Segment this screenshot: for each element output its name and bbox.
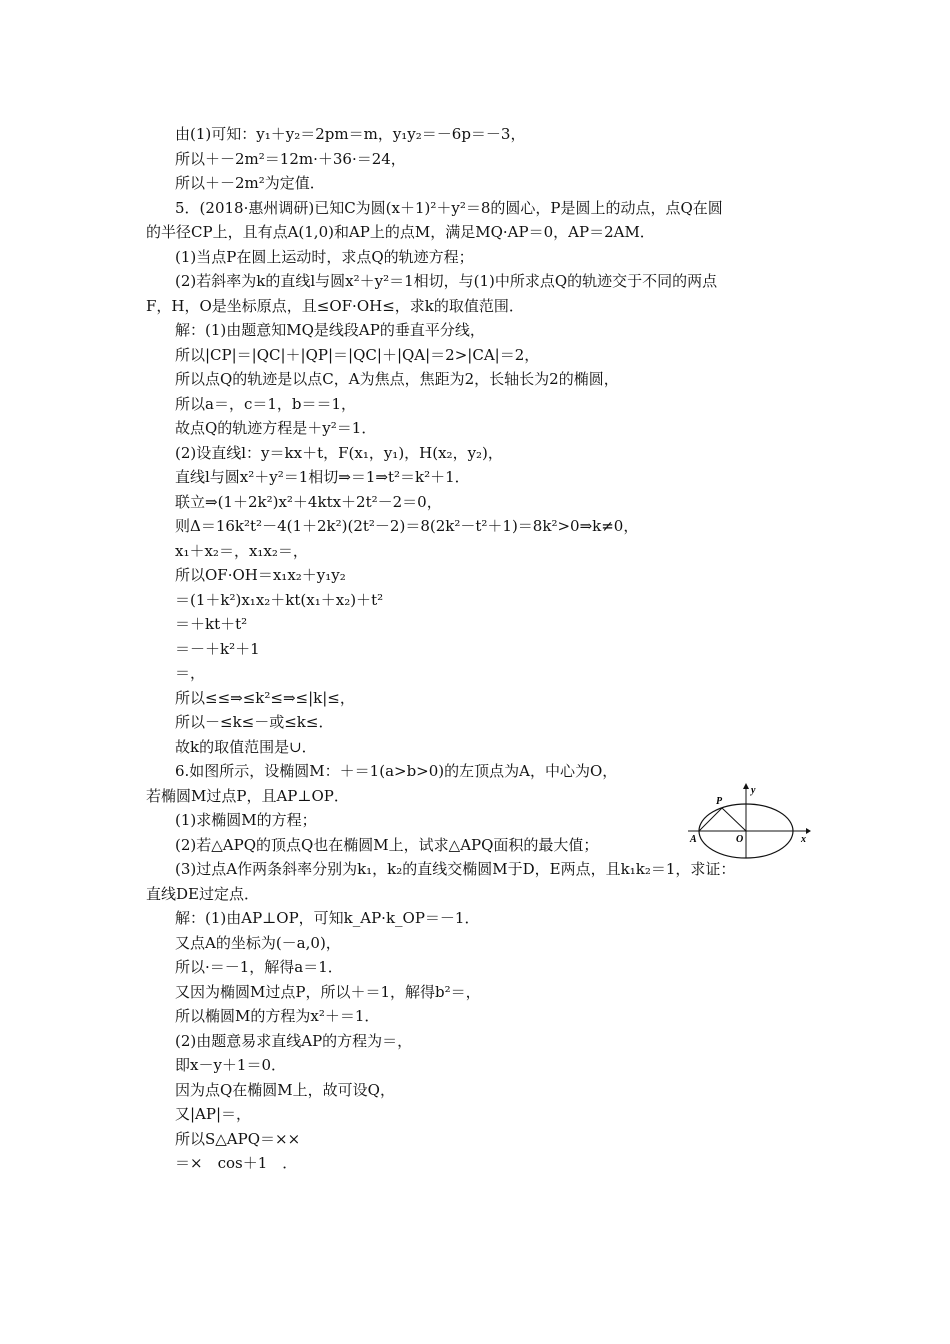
text-line: 又点A的坐标为(－a,0)， xyxy=(175,933,341,952)
text-line: (1)当点P在圆上运动时，求点Q的轨迹方程； xyxy=(175,247,474,266)
text-line: (1)求椭圆M的方程； xyxy=(175,811,317,829)
text-line: (2)若△APQ的顶点Q也在椭圆M上，试求△APQ面积的最大值； xyxy=(175,835,599,854)
text-line: 所以≤≤⇒≤k²≤⇒≤|k|≤， xyxy=(175,688,355,707)
text-line: 由(1)可知：y₁＋y₂＝2pm＝m，y₁y₂＝－6p＝－3， xyxy=(175,125,526,143)
text-line: 所以＋－2m²为定值． xyxy=(175,174,325,192)
text-line: 因为点Q在椭圆M上，故可设Q， xyxy=(175,1080,395,1099)
text-line: 所以椭圆M的方程为x²＋＝1． xyxy=(175,1007,380,1025)
label-O: O xyxy=(736,834,744,845)
text-line: 所以＋－2m²＝12m·＋36·＝24， xyxy=(175,149,406,168)
text-line: ＝× cos＋1 ． xyxy=(175,1154,298,1172)
text-line: x₁＋x₂＝，x₁x₂＝， xyxy=(175,541,308,560)
segment-AP xyxy=(699,808,722,831)
segment-PO xyxy=(722,808,746,831)
text-line: 5．(2018·惠州调研)已知C为圆(x＋1)²＋y²＝8的圆心，P是圆上的动点，点Q在圆 xyxy=(175,198,723,217)
label-y: y xyxy=(751,785,756,796)
text-line: 6.如图所示，设椭圆M：＋＝1(a>b>0)的左顶点为A，中心为O， xyxy=(175,762,618,780)
y-axis-arrow xyxy=(743,783,749,789)
text-line: (3)过点A作两条斜率分别为k₁，k₂的直线交椭圆M于D，E两点，且k₁k₂＝1，求证： xyxy=(175,860,736,878)
text-line: 解：(1)由AP⊥OP，可知k_AP·k_OP＝－1． xyxy=(175,909,480,927)
text-line: F，H，O是坐标原点，且≤OF·OH≤，求k的取值范围． xyxy=(146,296,524,315)
text-line: 所以·＝－1，解得a＝1． xyxy=(175,958,343,976)
text-line: 又因为椭圆M过点P，所以＋＝1，解得b²＝， xyxy=(175,982,481,1001)
text-line: 的半径CP上，且有点A(1,0)和AP上的点M，满足MQ·AP＝0，AP＝2AM． xyxy=(146,223,655,241)
text-line: (2)由题意易求直线AP的方程为＝， xyxy=(175,1031,413,1050)
text-line: 直线l与圆x²＋y²＝1相切⇒＝1⇒t²＝k²＋1． xyxy=(175,468,470,486)
text-line: 联立⇒(1＋2k²)x²＋4ktx＋2t²－2＝0， xyxy=(175,492,442,511)
text-line: 则Δ＝16k²t²－4(1＋2k²)(2t²－2)＝8(2k²－t²＋1)＝8k²>0⇒k≠0， xyxy=(175,517,639,535)
text-line: 故点Q的轨迹方程是＋y²＝1． xyxy=(175,419,377,437)
text-line: 故k的取值范围是∪． xyxy=(175,737,317,756)
label-x: x xyxy=(801,834,806,845)
text-line: 即x－y＋1＝0． xyxy=(175,1056,287,1074)
text-line: 所以点Q的轨迹是以点C，A为焦点，焦距为2，长轴长为2的椭圆， xyxy=(175,370,619,388)
text-line: 所以－≤k≤－或≤k≤． xyxy=(175,713,334,731)
text-line: ＝(1＋k²)x₁x₂＋kt(x₁＋x₂)＋t² xyxy=(175,590,384,609)
document-body xyxy=(146,122,816,1176)
label-A: A xyxy=(690,834,697,845)
ellipse-figure xyxy=(684,782,814,862)
x-axis-arrow xyxy=(806,828,811,834)
text-line: 直线DE过定点． xyxy=(146,884,259,903)
label-P: P xyxy=(716,796,723,807)
text-line: 又|AP|＝， xyxy=(175,1105,252,1123)
text-line: ＝＋kt＋t² xyxy=(175,615,248,633)
text-line: (2)若斜率为k的直线l与圆x²＋y²＝1相切，与(1)中所求点Q的轨迹交于不同的两点 xyxy=(175,272,718,290)
text-line: 所以S△APQ＝×× xyxy=(175,1129,301,1148)
text-line: (2)设直线l：y＝kx＋t，F(x₁，y₁)，H(x₂，y₂)， xyxy=(175,443,503,462)
text-line: 所以OF·OH＝x₁x₂＋y₁y₂ xyxy=(175,566,346,584)
text-line: 解：(1)由题意知MQ是线段AP的垂直平分线， xyxy=(175,321,485,339)
text-line: 所以a＝，c＝1，b＝＝1， xyxy=(175,394,357,413)
text-line: 若椭圆M过点P，且AP⊥OP． xyxy=(146,786,349,805)
text-line: ＝， xyxy=(175,664,206,682)
text-line: ＝－＋k²＋1 xyxy=(175,639,260,658)
text-line: 所以|CP|＝|QC|＋|QP|＝|QC|＋|QA|＝2>|CA|＝2， xyxy=(175,345,540,364)
